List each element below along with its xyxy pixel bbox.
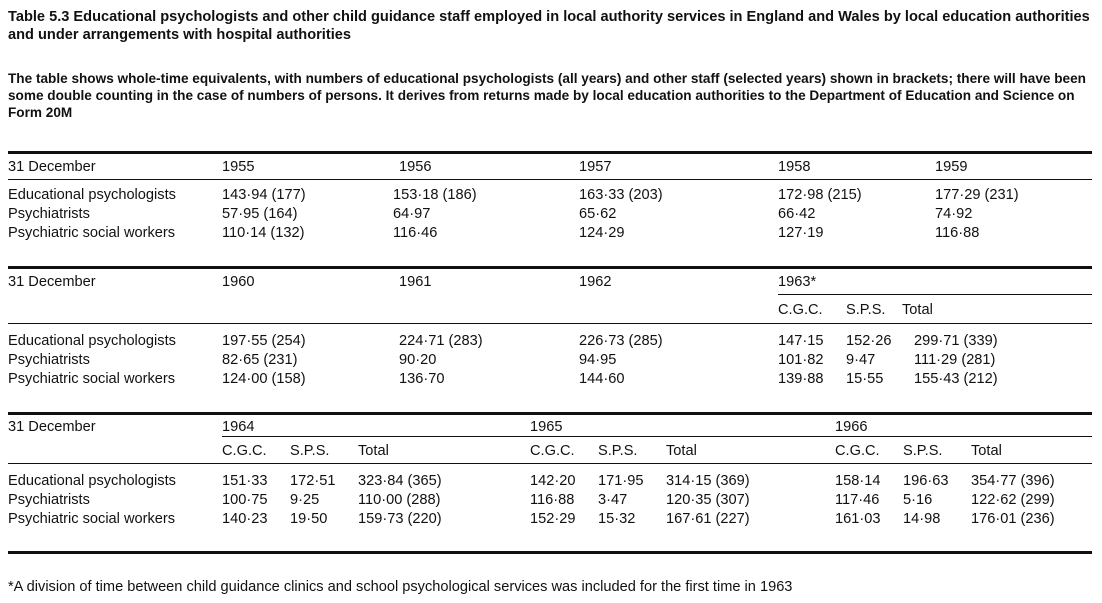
sub-header: S.P.S. bbox=[598, 443, 638, 459]
table-cell: 3·47 bbox=[598, 492, 628, 508]
table-rule bbox=[778, 294, 1092, 295]
table-cell: 101·82 bbox=[778, 352, 824, 368]
year-header: 1956 bbox=[399, 159, 432, 175]
header-label: 31 December bbox=[8, 274, 96, 290]
table-cell: 172·98 (215) bbox=[778, 187, 862, 203]
table-cell: 139·88 bbox=[778, 371, 824, 387]
table-cell: 151·33 bbox=[222, 473, 268, 489]
table-cell: 354·77 (396) bbox=[971, 473, 1055, 489]
row-label: Educational psychologists bbox=[8, 333, 176, 349]
table-cell: 159·73 (220) bbox=[358, 511, 442, 527]
table-cell: 57·95 (164) bbox=[222, 206, 298, 222]
table-cell: 15·55 bbox=[846, 371, 884, 387]
table-rule bbox=[8, 179, 1092, 180]
table-title: Table 5.3 Educational psychologists and other child guidance staff employed in local authority services in England and Wales by local education authorities and under arrangements with hospital authorities bbox=[8, 9, 1090, 43]
table-cell: 110·00 (288) bbox=[358, 492, 441, 508]
table-rule bbox=[8, 323, 1092, 324]
table-cell: 15·32 bbox=[598, 511, 636, 527]
year-header: 1957 bbox=[579, 159, 612, 175]
table-cell: 120·35 (307) bbox=[666, 492, 750, 508]
table-cell: 158·14 bbox=[835, 473, 881, 489]
table-cell: 74·92 bbox=[935, 206, 973, 222]
sub-header: C.G.C. bbox=[778, 302, 823, 318]
table-cell: 136·70 bbox=[399, 371, 445, 387]
year-header: 1959 bbox=[935, 159, 968, 175]
table-cell: 142·20 bbox=[530, 473, 576, 489]
row-label: Psychiatrists bbox=[8, 206, 90, 222]
year-header: 1965 bbox=[530, 419, 563, 435]
table-cell: 116·88 bbox=[935, 225, 980, 241]
row-label: Psychiatric social workers bbox=[8, 225, 176, 241]
sub-header: Total bbox=[902, 302, 933, 318]
header-label: 31 December bbox=[8, 159, 96, 175]
table-cell: 100·75 bbox=[222, 492, 268, 508]
sub-header: S.P.S. bbox=[903, 443, 943, 459]
table-rule bbox=[8, 151, 1092, 154]
year-header: 1955 bbox=[222, 159, 255, 175]
table-cell: 153·18 (186) bbox=[393, 187, 477, 203]
year-header: 1961 bbox=[399, 274, 432, 290]
table-cell: 82·65 (231) bbox=[222, 352, 298, 368]
table-cell: 323·84 (365) bbox=[358, 473, 442, 489]
table-cell: 143·94 (177) bbox=[222, 187, 306, 203]
table-cell: 147·15 bbox=[778, 333, 824, 349]
sub-header: Total bbox=[358, 443, 389, 459]
table-cell: 94·95 bbox=[579, 352, 617, 368]
row-label: Educational psychologists bbox=[8, 187, 176, 203]
table-cell: 117·46 bbox=[835, 492, 880, 508]
table-cell: 314·15 (369) bbox=[666, 473, 750, 489]
header-label: 31 December bbox=[8, 419, 96, 435]
table-cell: 64·97 bbox=[393, 206, 431, 222]
table-cell: 90·20 bbox=[399, 352, 437, 368]
table-rule bbox=[222, 436, 1092, 437]
sub-header: C.G.C. bbox=[530, 443, 575, 459]
sub-header: Total bbox=[666, 443, 697, 459]
table-cell: 224·71 (283) bbox=[399, 333, 483, 349]
table-cell: 124·00 (158) bbox=[222, 371, 306, 387]
table-cell: 197·55 (254) bbox=[222, 333, 306, 349]
table-cell: 167·61 (227) bbox=[666, 511, 750, 527]
year-header: 1964 bbox=[222, 419, 255, 435]
table-cell: 163·33 (203) bbox=[579, 187, 663, 203]
table-cell: 140·23 bbox=[222, 511, 268, 527]
table-cell: 171·95 bbox=[598, 473, 644, 489]
table-cell: 196·63 bbox=[903, 473, 949, 489]
year-header: 1966 bbox=[835, 419, 868, 435]
table-cell: 176·01 (236) bbox=[971, 511, 1055, 527]
table-cell: 110·14 (132) bbox=[222, 225, 305, 241]
table-cell: 144·60 bbox=[579, 371, 625, 387]
table-rule bbox=[8, 266, 1092, 269]
table-cell: 155·43 (212) bbox=[914, 371, 998, 387]
footnote: *A division of time between child guidance clinics and school psychological services was included for the first time in 1963 bbox=[8, 579, 793, 595]
sub-header: Total bbox=[971, 443, 1002, 459]
table-cell: 116·46 bbox=[393, 225, 438, 241]
table-cell: 152·26 bbox=[846, 333, 892, 349]
sub-header: S.P.S. bbox=[290, 443, 330, 459]
table-cell: 127·19 bbox=[778, 225, 824, 241]
table-cell: 152·29 bbox=[530, 511, 576, 527]
table-cell: 19·50 bbox=[290, 511, 328, 527]
row-label: Educational psychologists bbox=[8, 473, 176, 489]
table-cell: 226·73 (285) bbox=[579, 333, 663, 349]
table-cell: 111·29 (281) bbox=[914, 352, 996, 368]
row-label: Psychiatrists bbox=[8, 492, 90, 508]
table-cell: 299·71 (339) bbox=[914, 333, 998, 349]
table-rule bbox=[8, 463, 1092, 464]
table-rule bbox=[8, 551, 1092, 554]
sub-header: C.G.C. bbox=[222, 443, 267, 459]
year-header: 1958 bbox=[778, 159, 811, 175]
table-cell: 5·16 bbox=[903, 492, 933, 508]
table-cell: 172·51 bbox=[290, 473, 336, 489]
table-cell: 161·03 bbox=[835, 511, 881, 527]
year-header: 1962 bbox=[579, 274, 612, 290]
row-label: Psychiatrists bbox=[8, 352, 90, 368]
table-rule bbox=[8, 412, 1092, 415]
sub-header: C.G.C. bbox=[835, 443, 880, 459]
row-label: Psychiatric social workers bbox=[8, 371, 176, 387]
table-cell: 9·47 bbox=[846, 352, 876, 368]
table-cell: 116·88 bbox=[530, 492, 575, 508]
year-header: 1963* bbox=[778, 274, 817, 290]
table-description: The table shows whole-time equivalents, with numbers of educational psychologists (all years) and other staff (selected years) shown in brackets; there will have been some double counting in the case of numbers of persons. It derives from returns made by local education authorities to the Department of Education and Science on Form 20M bbox=[8, 71, 1086, 120]
row-label: Psychiatric social workers bbox=[8, 511, 176, 527]
table-cell: 65·62 bbox=[579, 206, 617, 222]
sub-header: S.P.S. bbox=[846, 302, 886, 318]
table-cell: 9·25 bbox=[290, 492, 320, 508]
table-cell: 14·98 bbox=[903, 511, 941, 527]
year-header: 1960 bbox=[222, 274, 255, 290]
table-cell: 124·29 bbox=[579, 225, 625, 241]
table-cell: 177·29 (231) bbox=[935, 187, 1019, 203]
table-cell: 66·42 bbox=[778, 206, 816, 222]
table-cell: 122·62 (299) bbox=[971, 492, 1055, 508]
